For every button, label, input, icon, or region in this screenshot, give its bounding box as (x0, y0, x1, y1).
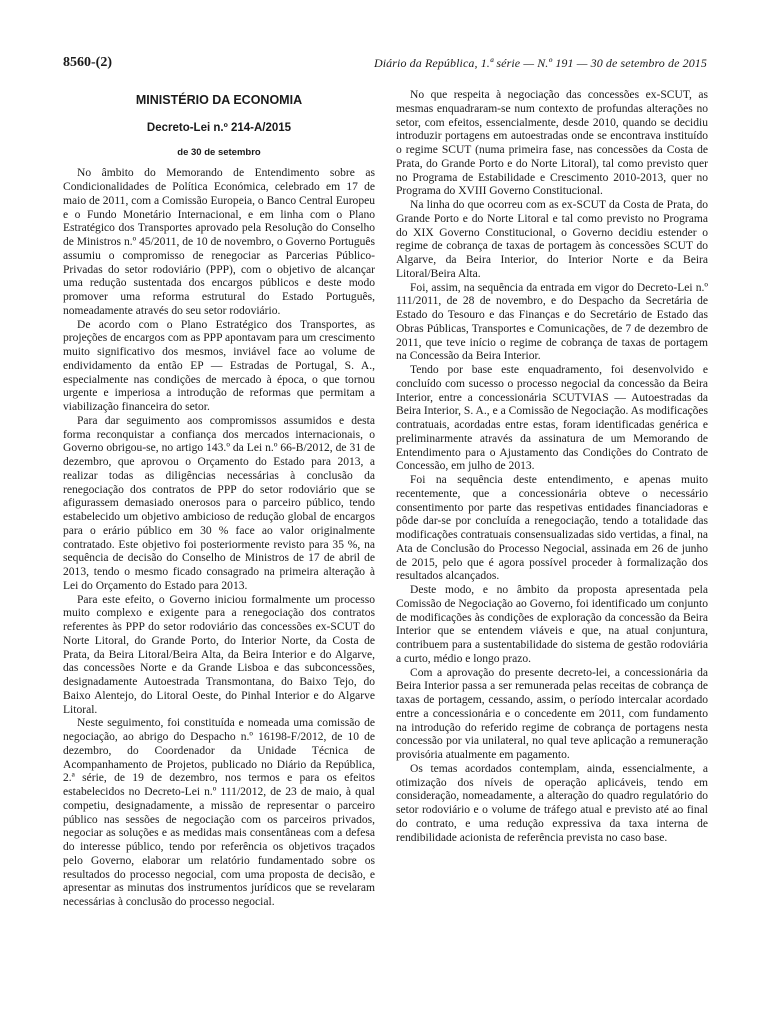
paragraph: Para dar seguimento aos compromissos assumidos e desta forma reconquistar a confiança dos mercados internacionais, o Governo obrigou-se, no artigo 143.º da Lei n.º 66-B/2012, de 31 de dezembro, que aprovou o Orçamento do Estado para 2013, a realizar todas as diligências necessárias à conclusão da renegociação dos contratos de PPP do setor rodoviário que se afigurassem demasiado onerosos para o parceiro público, tendo estabelecido um objetivo ambicioso de redução global de encargos para o erário público em 30 % face ao valor originalmente contratado. Este objetivo foi posteriormente revisto para 35 %, na sequência de decisão do Conselho de Ministros de 17 de abril de 2013, tendo o mesmo ficado consagrado na primeira alteração à Lei do Orçamento do Estado para 2013. (63, 414, 375, 592)
page-header (63, 55, 707, 75)
left-column (63, 92, 375, 910)
page-number: 8560-(2) (63, 55, 112, 70)
paragraph: Foi, assim, na sequência da entrada em vigor do Decreto-Lei n.º 111/2011, de 28 de novembro, e do Despacho da Secretária de Estado do Tesouro e das Finanças e do Secretário de Estado das Obras Públicas, Transportes e Comunicações, de 7 de dezembro de 2011, que teve início o regime de cobrança de taxas de portagem na Concessão da Beira Interior. (396, 281, 708, 363)
paragraph: Com a aprovação do presente decreto-lei, a concessionária da Beira Interior passa a ser remunerada pelas receitas de cobrança de taxas de portagem, cessando, assim, o período intercalar acordado entre a concessionária e o concedente em 2011, com fundamento na introdução do referido regime de cobrança de portagens nesta concessão por via unilateral, no qual teve aplicação a remuneração provisória atualmente em pagamento. (396, 666, 708, 761)
paragraph: Foi na sequência deste entendimento, e apenas muito recentemente, que a concessionária obteve o necessário consentimento por parte das respetivas entidades financiadoras e pôde dar-se por concluída a renegociação, tendo a totalidade das modificações contratuais consensualizadas sido vertidas, a final, na Ata de Conclusão do Processo Negocial, assinada em 26 de junho de 2015, pelo que é agora possível proceder à formalização dos resultados alcançados. (396, 474, 708, 583)
paragraph: Para este efeito, o Governo iniciou formalmente um processo muito complexo e exigente para a renegociação dos contratos referentes às PPP do setor rodoviário das concessões ex-SCUT do Norte Litoral, do Grande Porto, do Interior Norte, da Costa de Prata, da Beira Litoral/Beira Alta, da Beira Interior e do Algarve, das concessões Norte e da Grande Lisboa e das subconcessões, designadamente Autoestrada Transmontana, do Baixo Tejo, do Baixo Alentejo, do Litoral Oeste, do Pinhal Interior e do Algarve Litoral. (63, 593, 375, 716)
decree-date: de 30 de setembro (177, 146, 261, 158)
paragraph: Na linha do que ocorreu com as ex-SCUT da Costa de Prata, do Grande Porto e do Norte Litoral e tal como previsto no Programa do XIX Governo Constitucional, o Governo decidiu estender o regime de cobrança de taxas de portagem às concessões SCUT do Algarve, da Beira Interior, do Interior Norte e da Beira Litoral/Beira Alta. (396, 199, 708, 280)
paragraph: Tendo por base este enquadramento, foi desenvolvido e concluído com sucesso o processo negocial da concessão da Beira Interior, entre a concessionária SCUTVIAS — Autoestradas da Beira Interior, S. A., e a Comissão de Negociação. As modificações contratuais, acordadas entre estas, foram identificadas genérica e preliminarmente através da assinatura de um Memorando de Entendimento para o Ajustamento das Condições do Contrato de Concessão, em julho de 2013. (396, 364, 708, 473)
paragraph: De acordo com o Plano Estratégico dos Transportes, as projeções de encargos com as PPP apontavam para um crescimento muito significativo dos mesmos, inviável face ao volume de endividamento da então EP — Estradas de Portugal, S. A., especialmente nas condições de mercado à época, o que tornou urgente e imperiosa a introdução de reformas que permitam a viabilização financeira do setor. (63, 318, 375, 413)
right-column (396, 89, 708, 845)
paragraph: Neste seguimento, foi constituída e nomeada uma comissão de negociação, ao abrigo do Despacho n.º 16198-F/2012, de 10 de dezembro, do Coordenador da Unidade Técnica de Acompanhamento de Projetos, publicado no Diário da República, 2.ª série, de 19 de dezembro, nos termos e para os efeitos estabelecidos no Decreto-Lei n.º 111/2012, de 23 de maio, à qual competiu, designadamente, a missão de representar o parceiro público nas sessões de negociação com os parceiros privados, negociar as soluções e as medidas mais consentâneas com a defesa do interesse público, tendo por referência os objetivos traçados pelo Governo, elaborar um relatório fundamentado sobre os resultados do processo negocial, com uma proposta de decisão, e apresentar as minutas dos instrumentos jurídicos que se revelaram necessárias à conclusão do processo negocial. (63, 717, 375, 908)
paragraph: Deste modo, e no âmbito da proposta apresentada pela Comissão de Negociação ao Governo, foi identificado um conjunto de modificações às condições de exploração da concessão da Beira Interior que se entendem viáveis e que, na atual conjuntura, contribuem para a sustentabilidade do sistema de gestão rodoviária a curto, médio e longo prazo. (396, 584, 708, 665)
ministry-heading: MINISTÉRIO DA ECONOMIA (135, 93, 303, 107)
decree-title: Decreto-Lei n.º 214-A/2015 (146, 121, 292, 134)
paragraph: Os temas acordados contemplam, ainda, essencialmente, a otimização dos níveis de operação aplicáveis, tendo em consideração, nomeadamente, a alteração do quadro regulatório do setor rodoviário e o volume de tráfego atual e previsto até ao final do contrato, e uma redução expressiva da taxa interna de rendibilidade acionista de referência prevista no caso base. (396, 762, 708, 844)
paragraph: No que respeita à negociação das concessões ex-SCUT, as mesmas enquadraram-se num contexto de profundas alterações no setor, com efeitos, essencialmente, desde 2010, quando se decidiu introduzir portagens em autoestradas onde se encontrava instituído o regime SCUT (numa primeira fase, nas concessões da Costa de Prata, do Grande Porto e do Norte Litoral), tal como previsto quer no Programa de Estabilidade e Crescimento 2010-2013, quer no Programa do XVIII Governo Constitucional. (396, 89, 708, 198)
paragraph: No âmbito do Memorando de Entendimento sobre as Condicionalidades de Política Económica, celebrado em 17 de maio de 2011, com a Comissão Europeia, o Banco Central Europeu e o Fundo Monetário Internacional, e em linha com o Plano Estratégico dos Transportes aprovado pela Resolução do Conselho de Ministros n.º 45/2011, de 10 de novembro, o Governo Português assumiu o compromisso de renegociar as Parcerias Público-Privadas do setor rodoviário (PPP), com o objetivo de alcançar uma redução sustentada dos encargos públicos e deste modo promover uma reforma estrutural do Estado Português, nomeadamente através do seu setor rodoviário. (63, 167, 375, 317)
running-title: Diário da República, 1.ª série — N.º 191 — 30 de setembro de 2015 (373, 56, 707, 70)
